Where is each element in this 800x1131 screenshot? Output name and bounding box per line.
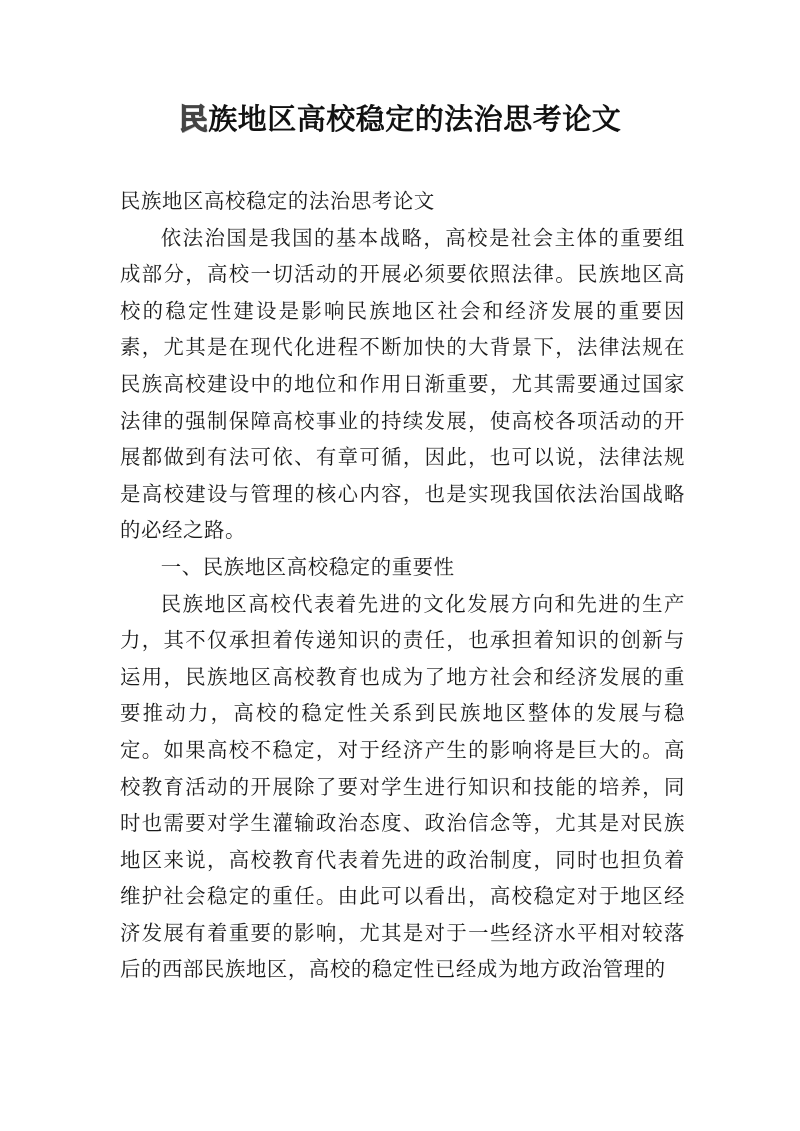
section-heading-1: 一、民族地区高校稳定的重要性 [160,554,455,579]
document-title [0,97,800,141]
title-first-char: 民 [178,102,209,136]
document-subtitle: 民族地区高校稳定的法治思考论文 [120,189,435,213]
body-paragraph-intro: 依法治国是我国的基本战略，高校是社会主体的重要组成部分，高校一切活动的开展必须要依照法律。民族地区高校的稳定性建设是影响民族地区社会和经济发展的重要因素，尤其是在现代化进程不断加快的大背景下，法律法规在民族高校建设中的地位和作用日渐重要，尤其需要通过国家法律的强制保障高校事业的持续发展，使高校各项活动的开展都做到有法可依、有章可循，因此，也可以说，法律法规是高校建设与管理的核心内容，也是实现我国依法治国战略的必经之路。 [120,225,685,543]
title-text: 族地区高校稳定的法治思考论文 [208,102,622,136]
body-paragraph-section-1: 民族地区高校代表着先进的文化发展方向和先进的生产力，其不仅承担着传递知识的责任，也承担着知识的创新与运用，民族地区高校教育也成为了地方社会和经济发展的重要推动力，高校的稳定性关系到民族地区整体的发展与稳定。如果高校不稳定，对于经济产生的影响将是巨大的。高校教育活动的开展除了要对学生进行知识和技能的培养，同时也需要对学生灌输政治态度、政治信念等，尤其是对民族地区来说，高校教育代表着先进的政治制度，同时也担负着维护社会稳定的重任。由此可以看出，高校稳定对于地区经济发展有着重要的影响，尤其是对于一些经济水平相对较落后的西部民族地区，高校的稳定性已经成为地方政治管理的 [120,591,685,982]
document-body [120,183,685,988]
